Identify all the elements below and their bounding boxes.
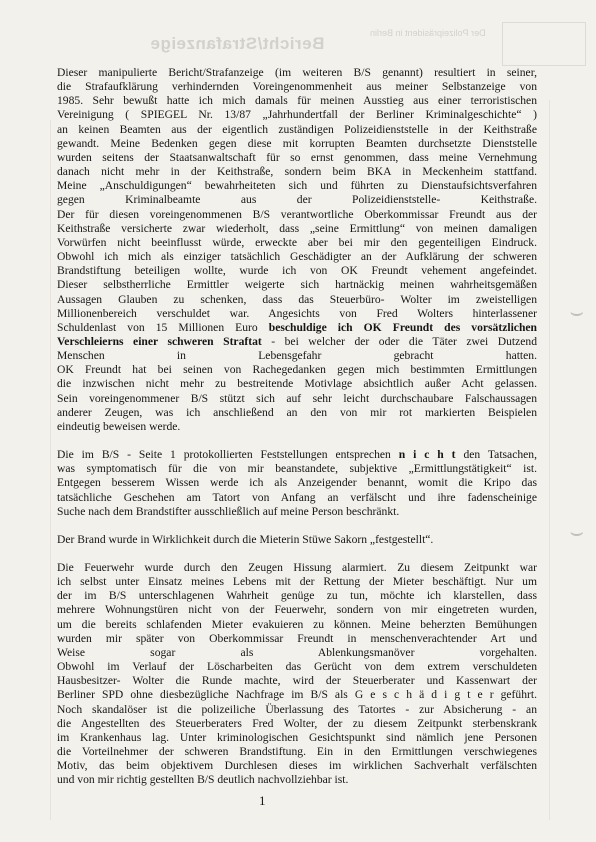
text-run: Dieser selbstherrliche Ermittler weigerte sich hartnäckig meinen wahrheitsgemäßen <box>57 278 537 292</box>
mirrored-form-column-left <box>10 120 51 820</box>
text-run: OK Freundt hat bei seinen von Rachegedanken gegen mich bestimmten Ermittlungen <box>57 363 537 377</box>
text-run: die Strafaufklärung verhindernden Voreingenommenheit aus meiner Selbstanzeige von <box>57 80 537 94</box>
paragraph <box>57 533 537 547</box>
text-run: gegen Kriminalbeamte aus der Polizeidienststelle- Keithstraße. <box>57 193 537 207</box>
text-run: Berliner SPD ohne diesbezügliche Nachfrage im B/S als G e s c h ä d i g t e r geführt. <box>57 688 537 702</box>
text-run: Vorwürfen nicht beeinflusst würde, erweckte aber bei mir den gegenteiligen Eindruck. <box>57 235 537 249</box>
text-line <box>57 731 537 745</box>
margin-pen-mark: ⌣ <box>569 520 584 545</box>
text-run: Die im B/S - Seite 1 protokollierten Feststellungen entsprechen <box>57 448 399 462</box>
text-run: an keinen Beamten aus der eigentlich zuständigen Polizeidienststelle in der Keithstraße <box>57 122 537 136</box>
paragraph <box>57 66 537 434</box>
text-line <box>57 476 537 490</box>
letter-body <box>57 66 537 788</box>
text-line <box>57 688 537 702</box>
mirrored-form-column-right <box>549 100 588 820</box>
text-line <box>57 293 537 307</box>
bold-accusation-text: beschuldige ich OK Freundt des vorsätzlichen <box>268 320 537 334</box>
text-run: Obwohl im Verlauf der Löscharbeiten das Gerücht von dem extrem verschuldeten <box>57 660 537 674</box>
text-run: Weise sogar als Ablenkungsmanöver vorgehalten. <box>57 645 537 659</box>
text-run: Entgegen besserem Wissen werde ich als Anzeigender benannt, womit die Kripo das <box>57 476 537 490</box>
text-line <box>57 420 537 434</box>
text-line <box>57 618 537 632</box>
text-run: die inzwischen nicht mehr zu bestreitende Motivlage absichtlich außer Acht gelassen. <box>57 377 537 391</box>
text-line <box>57 208 537 222</box>
text-line <box>57 193 537 207</box>
paragraph <box>57 448 537 519</box>
text-line <box>57 264 537 278</box>
text-run: ich selbst unter Einsatz meines Lebens mit der Rettung der Mieter beschäftigt. Nur um <box>57 575 537 589</box>
text-run: Keithstraße versicherte zwar wiederholt, dass „seine Ermittlung“ von meinen damaligen <box>57 221 537 235</box>
text-line <box>57 561 537 575</box>
text-line <box>57 335 537 349</box>
text-line <box>57 759 537 773</box>
text-line <box>57 123 537 137</box>
text-run: Meine „Anschuldigungen“ bewahrheiteten sich und führten zu Dienstaufsichtsverfahren <box>57 179 537 193</box>
text-line <box>57 108 537 122</box>
text-run: Der für diesen voreingenommenen B/S verantwortliche Oberkommissar Freundt aus der <box>57 207 537 221</box>
text-line <box>57 392 537 406</box>
text-run: anderer Zeugen, was ich anschließend an den von mir rot markierten Beispielen <box>57 405 537 419</box>
text-line <box>57 462 537 476</box>
text-line <box>57 321 537 335</box>
text-run: Aussagen Glauben zu schenken, dass das Steuerbüro- Wolter im zweistelligen <box>57 292 537 306</box>
text-run: Obwohl ich mich als einziger tatsächlich Geschädigter an der Aufklärung der schweren <box>57 250 537 264</box>
text-line <box>57 406 537 420</box>
text-line <box>57 307 537 321</box>
mirrored-stamp-box <box>502 22 586 66</box>
text-run: Hausbesitzer- Wolter die Runde machte, wird der Steuerberater und Kassenwart der <box>57 674 537 688</box>
page-number: 1 <box>259 793 266 808</box>
mirrored-form-header: Der Polizeipräsident in Berlin <box>370 28 486 38</box>
text-run: mehrere Wohnungstüren nicht von der Feuerwehr, sondern von mir eingetreten wurden, <box>57 603 537 617</box>
text-run: Der Brand wurde in Wirklichkeit durch die Mieterin Stüwe Sakorn „festgestellt“. <box>57 532 434 546</box>
text-line <box>57 66 537 80</box>
text-line <box>57 278 537 292</box>
text-line <box>57 575 537 589</box>
text-line <box>57 179 537 193</box>
text-run: Brandstiftung beteiligen wollte, wurde ich von OK Freundt vehement angefeindet. <box>57 264 537 278</box>
text-run: und von mir richtig gestellten B/S deutlich nachvollziehbar ist. <box>57 773 349 787</box>
bold-accusation-text: n i c h t <box>398 448 456 462</box>
text-run: 1985. Sehr bewußt hatte ich mich damals für meinen Ausstieg aus einer terroristischen <box>57 94 537 108</box>
text-run: - bei welcher der oder die Täter zwei Dutzend <box>261 334 537 348</box>
text-run: wurden seitens der Staatsanwaltschaft für so ernst genommen, dass meine Vernehmung <box>57 150 537 164</box>
text-run: die Angestellten des Steuerberaters Fred Wolter, der zu diesem Zeitpunkt sterbenskrank <box>57 716 537 730</box>
text-line <box>57 94 537 108</box>
text-run: Vereinigung ( SPIEGEL Nr. 13/87 „Jahrhundertfall der Berliner Kriminalgeschichte“ ) <box>57 108 537 122</box>
text-line <box>57 137 537 151</box>
text-run: danach nicht mehr in der Keithstraße, sondern beim BKA in Meckenheim stattfand. <box>57 165 537 179</box>
text-run: den Tatsachen, <box>455 448 537 462</box>
text-line <box>57 703 537 717</box>
mirrored-form-title: Bericht/Strafanzeige <box>150 34 325 53</box>
text-line <box>57 632 537 646</box>
text-line <box>57 533 537 547</box>
text-line <box>57 349 537 363</box>
text-run: Die Feuerwehr wurde durch den Zeugen Hissung alarmiert. Zu diesem Zeitpunkt war <box>57 561 537 574</box>
text-line <box>57 250 537 264</box>
text-run: Suche nach dem Brandstifter ausschließlich auf meine Person beschränkt. <box>57 504 400 518</box>
text-line <box>57 448 537 462</box>
text-run: die Vorteilnehmer der schweren Brandstiftung. Ein in den Ermittlungen verschwiegenes <box>57 745 537 759</box>
text-line <box>57 660 537 674</box>
text-run: Sein voreingenommener B/S stützt sich auf sehr leicht durchschaubare Falschaussagen <box>57 391 537 405</box>
text-line <box>57 717 537 731</box>
text-run: was symptomatisch für die von mir beanstandete, subjektive „Ermittlungstätigkeit“ ist. <box>57 462 537 476</box>
text-line <box>57 151 537 165</box>
text-line <box>57 603 537 617</box>
text-line <box>57 589 537 603</box>
text-line <box>57 773 537 787</box>
text-line <box>57 165 537 179</box>
text-line <box>57 377 537 391</box>
text-line <box>57 674 537 688</box>
text-run: Schuldenlast von 15 Millionen Euro <box>57 320 269 334</box>
text-run: Dieser manipulierte Bericht/Strafanzeige (im weiteren B/S genannt) resultiert in seiner, <box>57 66 537 79</box>
text-run: Millionenbereich verschuldet war. Angesichts von Fred Wolters hinterlassener <box>57 306 537 320</box>
paragraph <box>57 561 537 788</box>
text-run: tatsächliche Geschehen am Tatort von Anfang an verfälscht und ihre fadenscheinige <box>57 490 537 504</box>
margin-pen-mark: ⌣ <box>569 300 584 325</box>
text-line <box>57 745 537 759</box>
text-run: um die bereits schlafenden Mieter evakuieren zu können. Meine beherzten Bemühungen <box>57 617 537 631</box>
text-line <box>57 491 537 505</box>
text-line <box>57 363 537 377</box>
text-run: Motiv, das beim objektivem Durchlesen dieses im wirklichen Sachverhalt verfälschten <box>57 759 537 773</box>
text-line <box>57 222 537 236</box>
text-run: wurden mir später von Oberkommissar Freundt in menschenverachtender Art und <box>57 631 537 645</box>
text-run: der im B/S unterschlagenen Wahrheit genüge zu tun, möchte ich klarstellen, dass <box>57 589 537 603</box>
text-line <box>57 646 537 660</box>
text-run: Noch skandalöser ist die polizeiliche Überlassung des Tatortes - zur Absicherung - an <box>57 702 537 716</box>
bold-accusation-text: Verschleierns einer schweren Straftat <box>57 334 262 348</box>
text-run: gewandt. Meine Bedenken gegen diese mit korrupten Beamten durchsetzte Dienststelle <box>57 136 537 150</box>
text-line <box>57 236 537 250</box>
text-line <box>57 80 537 94</box>
text-line <box>57 505 537 519</box>
text-run: im Krankenhaus lag. Unter kriminologischen Gesichtspunkt sind nämlich jene Personen <box>57 730 537 744</box>
text-run: eindeutig beweisen werde. <box>57 419 181 433</box>
text-run: Menschen in Lebensgefahr gebracht hatten. <box>57 349 537 363</box>
